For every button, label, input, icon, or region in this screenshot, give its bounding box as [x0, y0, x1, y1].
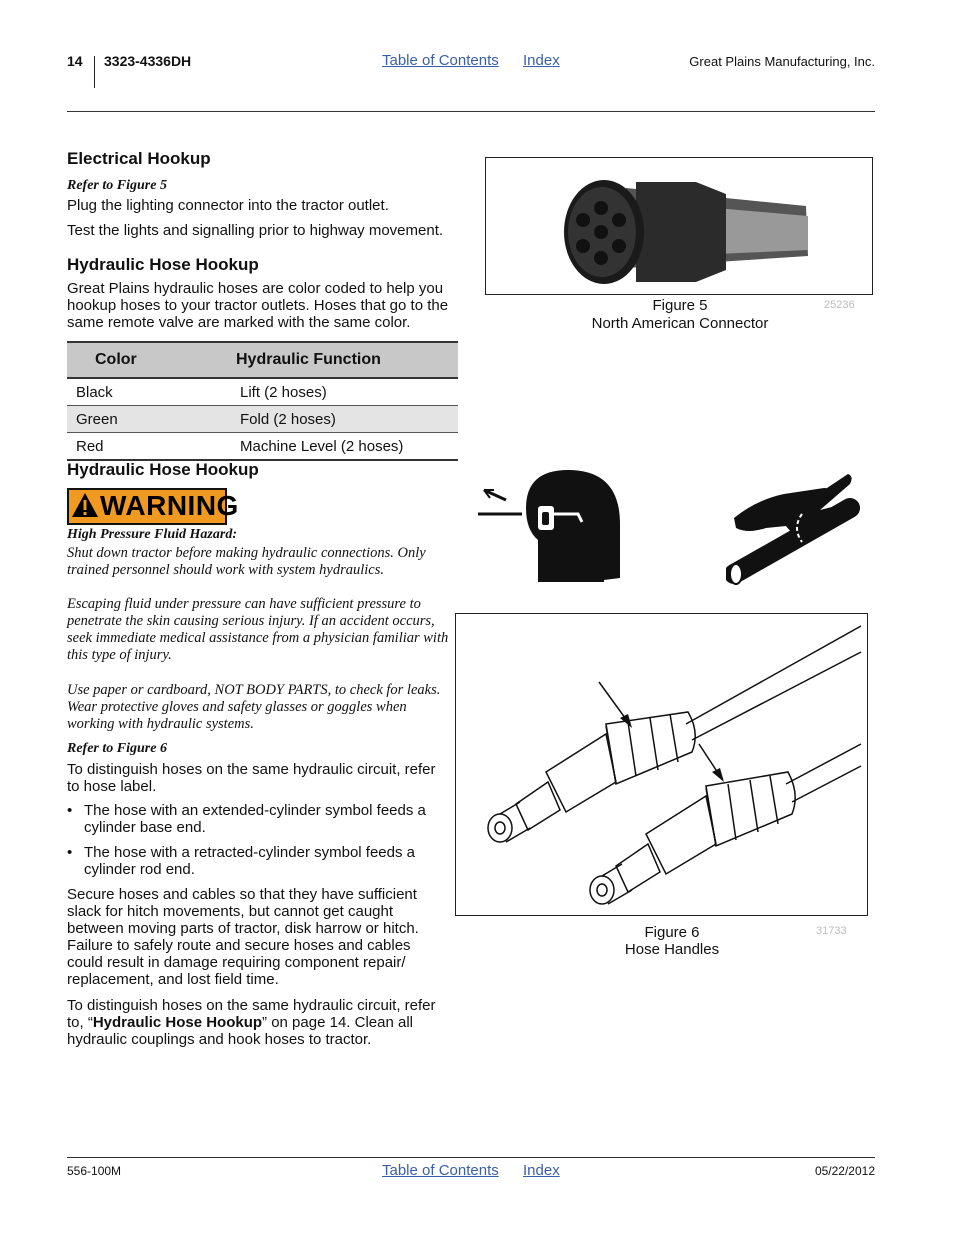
- page-number: 14: [67, 53, 83, 69]
- connector-photo: [486, 158, 872, 294]
- safety-goggles-icon: [476, 468, 622, 584]
- footer-toc-link[interactable]: Table of Contents: [382, 1162, 499, 1179]
- figure-6-number: 31733: [816, 925, 847, 937]
- table-cell-function: Machine Level (2 hoses): [206, 433, 458, 461]
- header-divider: [94, 56, 95, 88]
- footer-date: 05/22/2012: [814, 1164, 875, 1178]
- hose-symbol-list: [67, 802, 456, 886]
- table-header-color: Color: [67, 342, 206, 378]
- hazard-title: High Pressure Fluid Hazard:: [67, 527, 237, 542]
- hydraulic-color-table: [67, 341, 458, 461]
- hydraulic-hookup-heading: Hydraulic Hose Hookup: [67, 255, 259, 274]
- table-row: [67, 378, 458, 406]
- electrical-para-1: Plug the lighting connector into the tractor outlet.: [67, 197, 389, 214]
- hazard-para-3: Use paper or cardboard, NOT BODY PARTS, to check for leaks. Wear protective gloves and safety glasses or goggles when working with hydraulic systems.: [67, 682, 441, 732]
- header-index-link[interactable]: Index: [523, 52, 560, 69]
- table-row: [67, 406, 458, 433]
- figure-5-frame: [485, 157, 873, 295]
- table-cell-function: Lift (2 hoses): [206, 378, 458, 406]
- table-cell-color: Red: [67, 433, 206, 461]
- list-item: • The hose with an extended-cylinder symbol feeds a cylinder base end.: [84, 802, 456, 836]
- figure-5-label: Figure 5: [652, 297, 708, 314]
- hazard-para-2: Escaping fluid under pressure can have sufficient pressure to penetrate the skin causing serious injury. If an accident occurs, seek immediate medical assistance from a physician familiar with this type of injury.: [67, 596, 449, 663]
- hydraulic2-para-3: To distinguish hoses on the same hydraulic circuit, refer to, “Hydraulic Hose Hookup” on page 14. Clean all hydraulic couplings and hook hoses to tractor.: [67, 997, 436, 1048]
- hydraulic-figure-ref: Refer to Figure 6: [67, 741, 167, 756]
- electrical-figure-ref: Refer to Figure 5: [67, 178, 167, 193]
- footer-rule: [67, 1157, 875, 1158]
- header-toc-link[interactable]: Table of Contents: [382, 52, 499, 69]
- hydraulic-hookup-heading-2: Hydraulic Hose Hookup: [67, 460, 259, 479]
- doc-number: 3323-4336DH: [104, 53, 192, 69]
- figure-6-frame: [455, 613, 868, 916]
- electrical-hookup-heading: Electrical Hookup: [67, 149, 211, 168]
- warning-label-text: WARNING: [100, 490, 239, 521]
- list-item: • The hose with a retracted-cylinder symbol feeds a cylinder rod end.: [84, 844, 456, 878]
- company-name: Great Plains Manufacturing, Inc.: [689, 54, 875, 69]
- hydraulic-hookup-xref: Hydraulic Hose Hookup: [92, 1014, 263, 1031]
- figure-6-caption: Hose Handles: [624, 941, 720, 958]
- electrical-para-2: Test the lights and signalling prior to highway movement.: [67, 222, 444, 239]
- table-cell-function: Fold (2 hoses): [206, 406, 458, 433]
- footer-index-link[interactable]: Index: [523, 1162, 560, 1179]
- figure-5-caption: North American Connector: [591, 315, 769, 332]
- warning-triangle-icon: [71, 492, 99, 518]
- hydraulic2-para-1: To distinguish hoses on the same hydraulic circuit, refer to hose label.: [67, 761, 436, 795]
- header-rule: [67, 111, 875, 112]
- table-cell-color: Green: [67, 406, 206, 433]
- footer-doc-number: 556-100M: [67, 1164, 122, 1178]
- hydraulic2-para-2: Secure hoses and cables so that they have sufficient slack for hitch movements, but cannot get caught between moving parts of tractor, disk harrow or hitch. Failure to safely route and secure hoses and cables could result in damage requiring component repair/ replacement, and lost field time.: [67, 886, 419, 988]
- hazard-para-1: Shut down tractor before making hydraulic connections. Only trained personnel should work with system hydraulics.: [67, 545, 426, 578]
- hydraulic-para-1: Great Plains hydraulic hoses are color coded to help you hookup hoses to your tractor outlets. Hoses that go to the same remote valve are marked with the same color.: [67, 280, 449, 331]
- hose-handles-drawing: [456, 614, 867, 915]
- figure-6-label: Figure 6: [644, 924, 700, 941]
- table-cell-color: Black: [67, 378, 206, 406]
- table-row: [67, 433, 458, 461]
- fluid-injection-hand-icon: [726, 470, 860, 586]
- table-header-function: Hydraulic Function: [206, 342, 458, 378]
- figure-5-number: 25236: [824, 299, 855, 311]
